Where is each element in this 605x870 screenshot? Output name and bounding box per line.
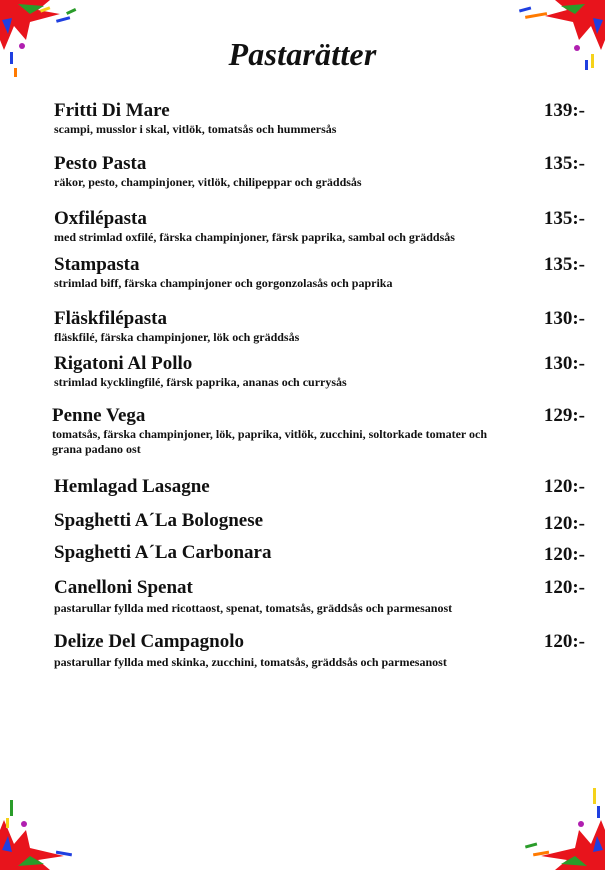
- item-description: fläskfilé, färska champinjoner, lök och gräddsås: [54, 330, 300, 344]
- item-name: Fritti Di Mare: [54, 100, 170, 121]
- item-description: strimlad biff, färska champinjoner och gorgonzolasås och paprika: [54, 276, 393, 290]
- menu-item: [54, 153, 585, 190]
- menu-item: [54, 476, 585, 498]
- page-title: Pastarätter: [228, 36, 377, 72]
- item-description: med strimlad oxfilé, färska champinjoner, färsk paprika, sambal och gräddsås: [54, 230, 455, 244]
- corner-splash-bottom-right: [515, 780, 605, 870]
- item-price: 135:-: [543, 208, 585, 229]
- item-name: Spaghetti A´La Bolognese: [54, 510, 264, 531]
- item-name: Stampasta: [54, 254, 140, 275]
- item-price: 120:-: [543, 631, 585, 652]
- item-price: 139:-: [543, 100, 585, 121]
- item-price: 130:-: [543, 308, 585, 329]
- item-price: 120:-: [543, 544, 585, 565]
- item-price: 120:-: [543, 513, 585, 534]
- item-description: räkor, pesto, champinjoner, vitlök, chilipeppar och gräddsås: [54, 175, 362, 189]
- menu-item: [54, 353, 585, 390]
- item-name: Pesto Pasta: [54, 153, 147, 174]
- menu-item: [54, 208, 585, 245]
- item-price: 135:-: [543, 254, 585, 275]
- item-price: 129:-: [543, 405, 585, 426]
- item-name: Penne Vega: [52, 405, 146, 426]
- item-price: 130:-: [543, 353, 585, 374]
- item-name: Spaghetti A´La Carbonara: [54, 542, 272, 563]
- item-name: Fläskfilépasta: [54, 308, 167, 329]
- item-name: Canelloni Spenat: [54, 577, 193, 598]
- menu-item: [52, 405, 585, 457]
- item-price: 120:-: [543, 577, 585, 598]
- item-description: pastarullar fyllda med ricottaost, spenat, tomatsås, gräddsås och parmesanost: [54, 601, 453, 615]
- item-name: Hemlagad Lasagne: [54, 476, 210, 497]
- menu-item: [54, 100, 585, 137]
- corner-splash-bottom-left: [0, 780, 90, 870]
- item-name: Delize Del Campagnolo: [54, 631, 244, 652]
- menu-item: [54, 631, 585, 670]
- item-description: pastarullar fyllda med skinka, zucchini, tomatsås, gräddsås och parmesanost: [54, 655, 447, 669]
- item-name: Oxfilépasta: [54, 208, 147, 229]
- menu-item: [54, 308, 585, 345]
- item-price: 120:-: [543, 476, 585, 497]
- item-name: Rigatoni Al Pollo: [54, 353, 193, 374]
- menu-item: [54, 542, 585, 564]
- item-description: tomatsås, färska champinjoner, lök, paprika, vitlök, zucchini, soltorkade tomater och grana padano ost: [52, 427, 488, 456]
- item-description: strimlad kycklingfilé, färsk paprika, ananas och currysås: [54, 375, 347, 389]
- menu-item: [54, 510, 585, 532]
- menu-item: [54, 254, 585, 291]
- menu-item: [54, 577, 585, 616]
- item-price: 135:-: [543, 153, 585, 174]
- item-description: scampi, musslor i skal, vitlök, tomatsås och hummersås: [54, 122, 337, 136]
